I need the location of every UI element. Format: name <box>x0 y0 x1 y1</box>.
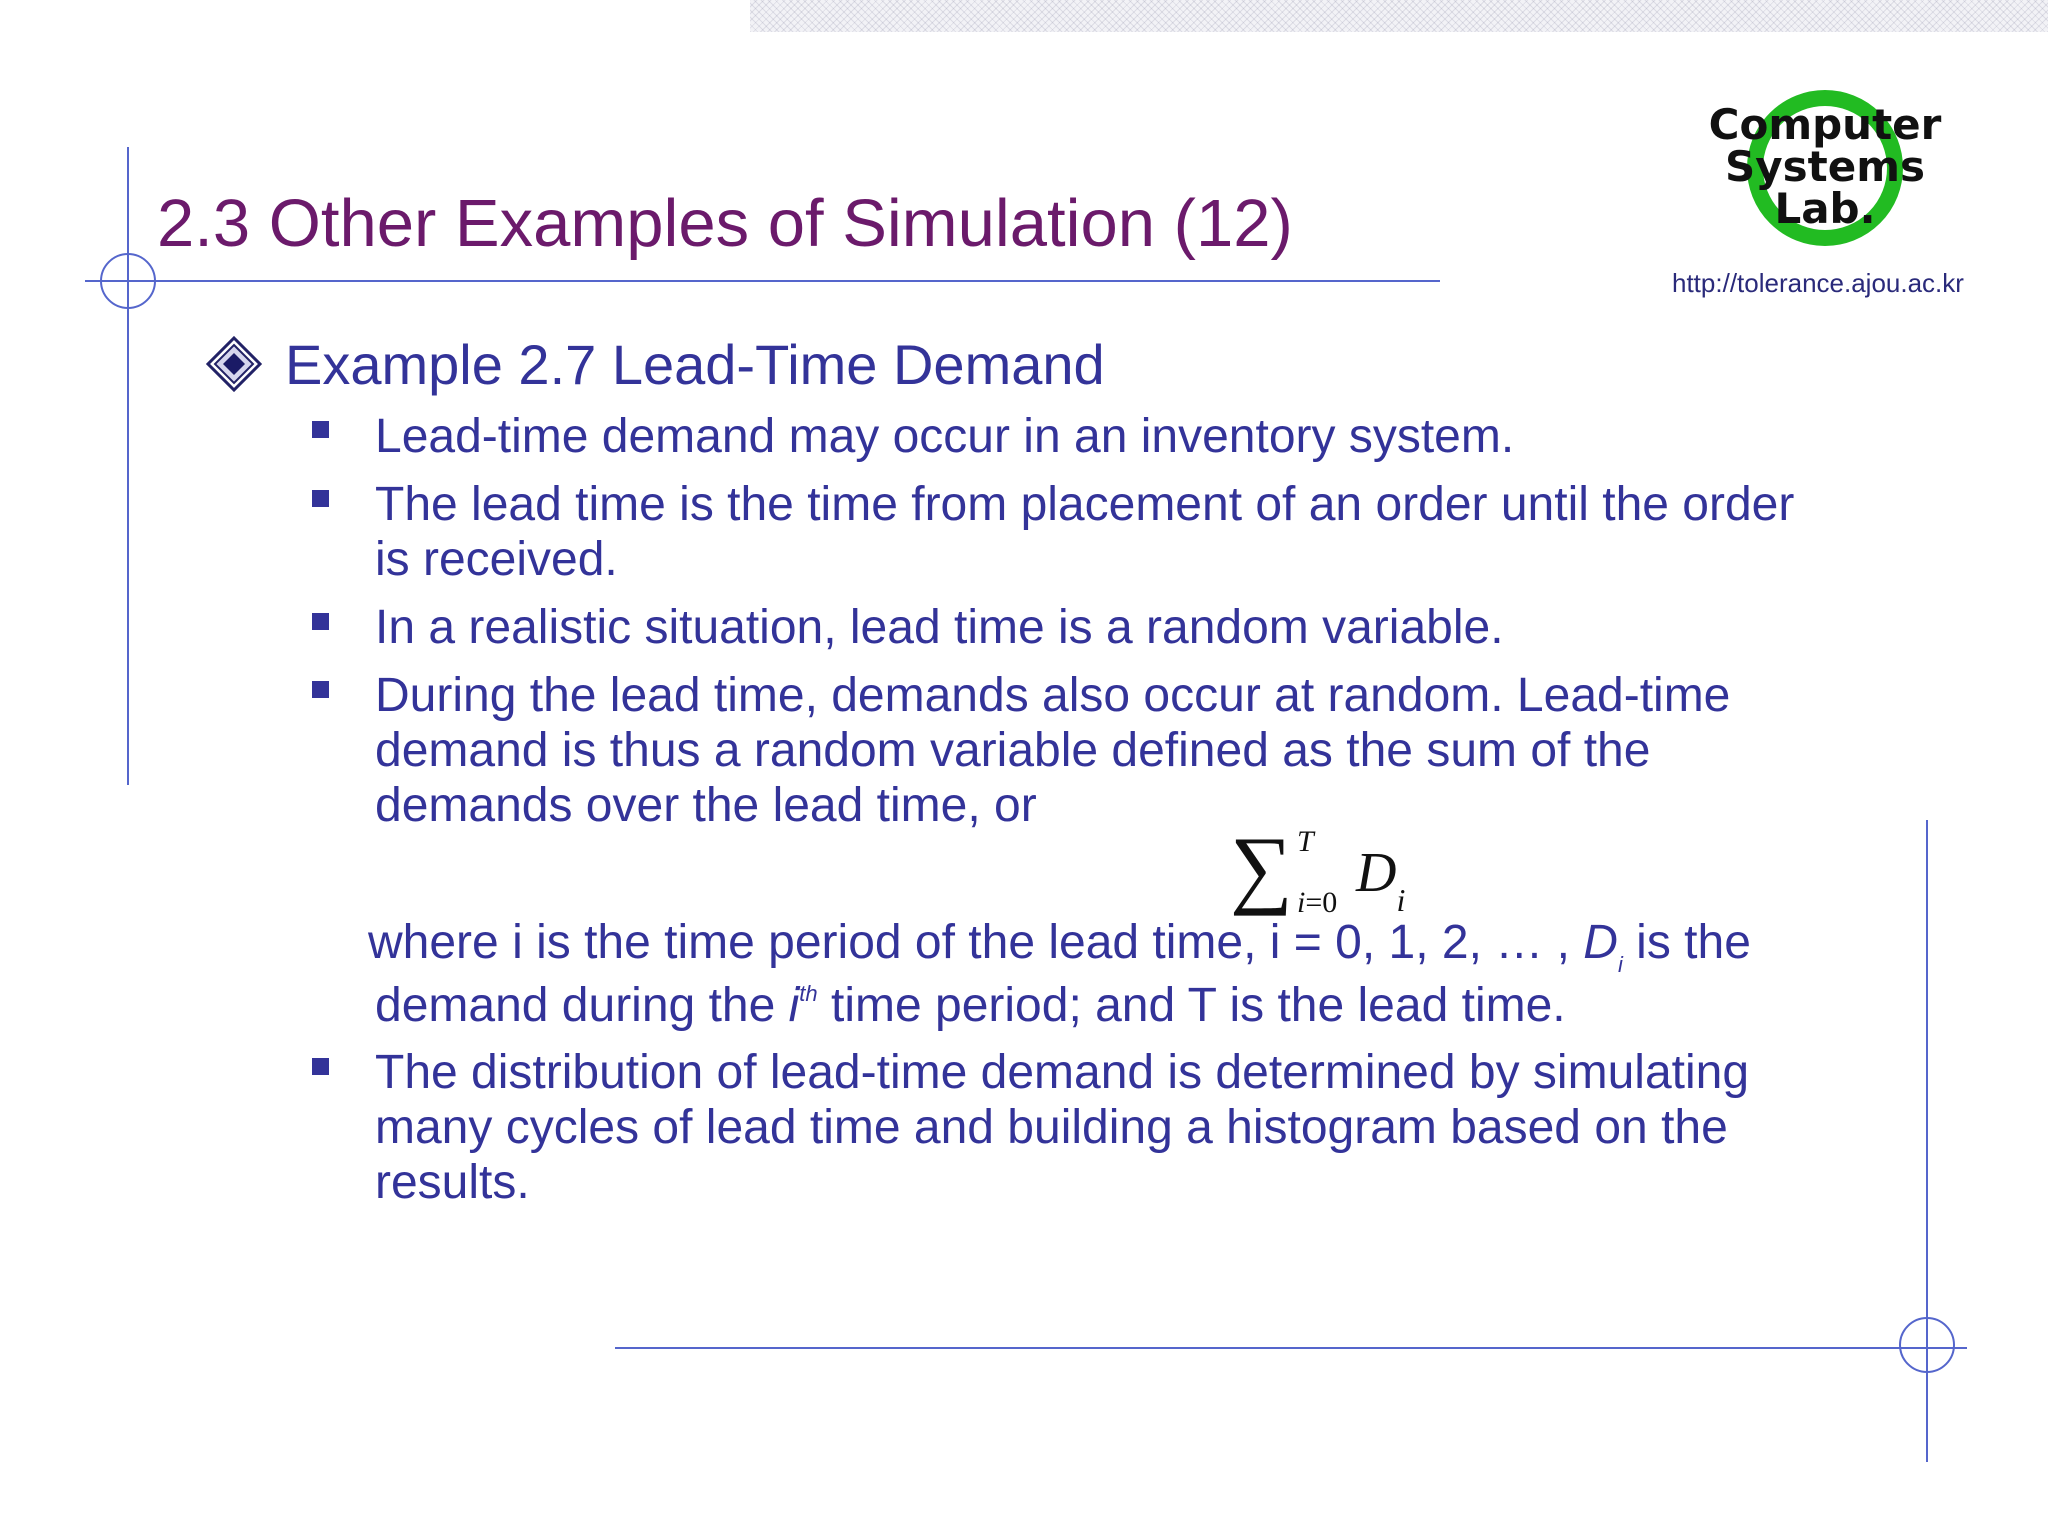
square-bullet-icon <box>312 421 329 438</box>
bullet-5-line-3: results. <box>375 1156 530 1209</box>
square-bullet-icon <box>312 613 329 630</box>
diamond-bullet-icon <box>206 336 262 392</box>
logo-line-3: Lab. <box>1774 184 1876 233</box>
where-line-1: where i is the time period of the lead time, i = 0, 1, 2, … , $D_i$ is the <box>368 916 1751 977</box>
bullet-5-line-1: The distribution of lead-time demand is determined by simulating <box>375 1046 1750 1099</box>
bullet-4-line-3: demands over the lead time, or <box>375 779 1037 832</box>
summation-formula <box>1230 820 1430 925</box>
bullet-2-line-2: is received. <box>375 533 618 586</box>
bullet-4-line-2: demand is thus a random variable defined as the sum of the <box>375 724 1651 777</box>
bullet-2-line-1: The lead time is the time from placement of an order until the order <box>375 478 1795 531</box>
logo-line-2: Systems <box>1725 142 1925 191</box>
slide-title: 2.3 Other Examples of Simulation (12) <box>157 186 1293 261</box>
example-heading: Example 2.7 Lead-Time Demand <box>285 333 1105 396</box>
square-bullet-icon <box>312 681 329 698</box>
bullet-5-line-2: many cycles of lead time and building a histogram based on the <box>375 1101 1728 1154</box>
square-bullet-icon <box>312 1058 329 1075</box>
computer-systems-lab-logo <box>1700 80 1950 255</box>
summation-term: $D_i$ <box>1356 842 1406 919</box>
bullet-3-line-1: In a realistic situation, lead time is a random variable. <box>375 601 1504 654</box>
square-bullet-icon <box>312 490 329 507</box>
bullet-1-line-1: Lead-time demand may occur in an inventory system. <box>375 410 1515 463</box>
summation-symbol: ∑ <box>1230 820 1293 917</box>
summation-upper-limit: T <box>1297 825 1314 858</box>
lab-url: http://tolerance.ajou.ac.kr <box>1672 268 1964 298</box>
bullet-4-line-1: During the lead time, demands also occur at random. Lead-time <box>375 669 1731 722</box>
logo-line-1: Computer <box>1708 100 1942 149</box>
summation-lower-limit: i=0 <box>1297 886 1338 919</box>
where-line-2: demand during the $i^{th}$ time period; and T is the lead time. <box>375 979 1566 1032</box>
